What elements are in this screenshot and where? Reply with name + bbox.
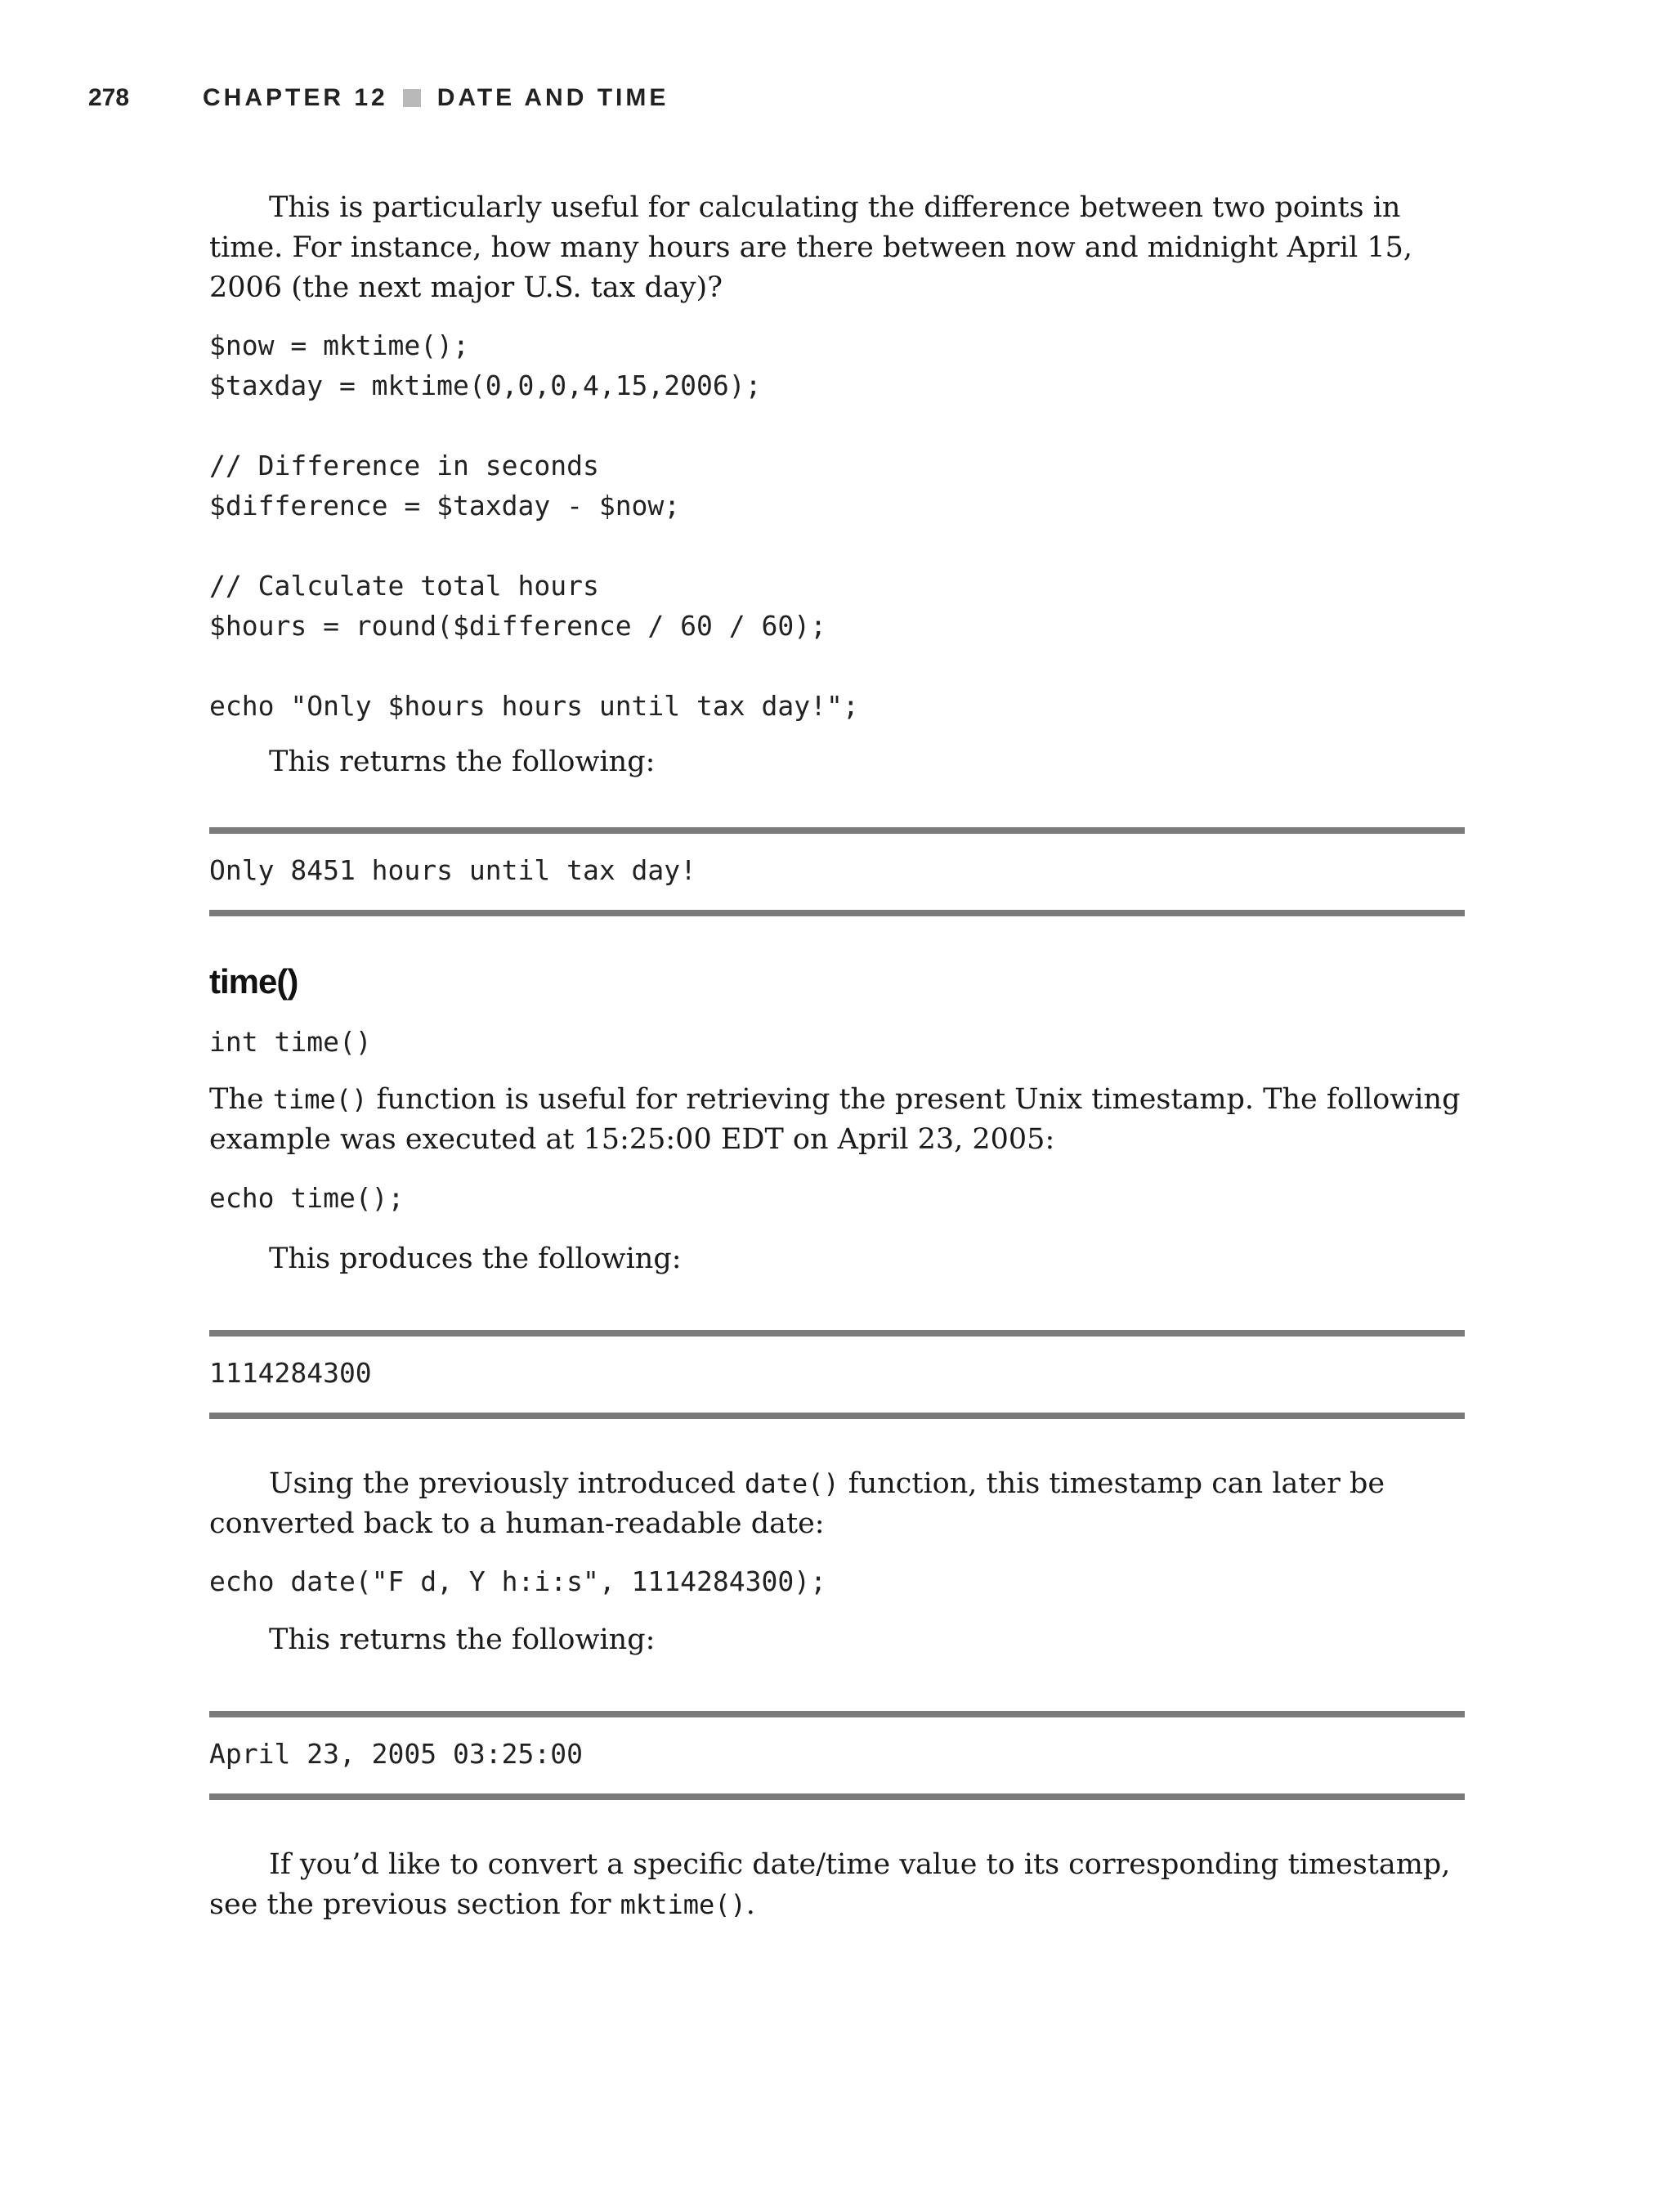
time-desc-before: The [209,1083,273,1116]
code-block-mktime-example [209,325,1465,726]
output-timestamp: 1114284300 [209,1357,372,1389]
chapter-title: DATE AND TIME [436,84,669,111]
output-date-text: April 23, 2005 03:25:00 [209,1738,583,1770]
using-after: function, this timestamp can later be converted back to a human-readable date: [209,1467,1385,1540]
final-paragraph [209,1845,1465,1925]
code-line [209,646,1465,686]
code-line: // Calculate total hours [209,570,599,602]
code-line: // Difference in seconds [209,450,599,481]
time-desc-after: function is useful for retrieving the present Unix timestamp. The following example was executed at 15:25:00 EDT on April 23, 2005: [209,1083,1461,1156]
time-example-code: echo time(); [209,1182,405,1214]
returns-text-2: This returns the following: [269,1623,656,1656]
page-header [88,80,669,116]
returns-text-1: This returns the following: [269,746,656,778]
code-line: $now = mktime(); [209,329,469,361]
code-line [209,526,1465,566]
date-example-code: echo date("F d, Y h:i:s", 1114284300); [209,1565,826,1597]
final-after: . [745,1888,755,1921]
code-line: $hours = round($difference / 60 / 60); [209,610,826,642]
output-box-1 [209,827,1465,916]
produces-text: This produces the following: [269,1243,682,1275]
output-box-3 [209,1711,1465,1800]
page-content [209,188,1465,1925]
intro-paragraph: This is particularly useful for calculating the difference between two points in time. For instance, how many hours are there between now and midnight April 15, 2006 (the next major U.S. tax day)? [209,191,1413,304]
header-separator-square [403,89,421,107]
time-desc-code: time() [272,1084,368,1115]
final-code: mktime() [620,1889,746,1920]
time-description [209,1080,1465,1160]
code-line [209,405,1465,446]
output-box-2 [209,1330,1465,1419]
code-line: echo "Only $hours hours until tax day!"; [209,690,859,722]
page-number: 278 [88,84,130,111]
section-heading-time: time() [209,962,298,1001]
using-code: date() [745,1468,839,1499]
code-line: $taxday = mktime(0,0,0,4,15,2006); [209,369,762,401]
output-1-text: Only 8451 hours until tax day! [209,854,697,886]
using-before: Using the previously introduced [269,1467,745,1500]
function-signature: int time() [209,1026,372,1058]
final-before: If you’d like to convert a specific date/time value to its corresponding timestamp, see the previous section for [209,1848,1451,1921]
chapter-label: CHAPTER 12 [203,84,388,111]
using-date-paragraph [209,1464,1465,1544]
code-line: $difference = $taxday - $now; [209,490,681,522]
